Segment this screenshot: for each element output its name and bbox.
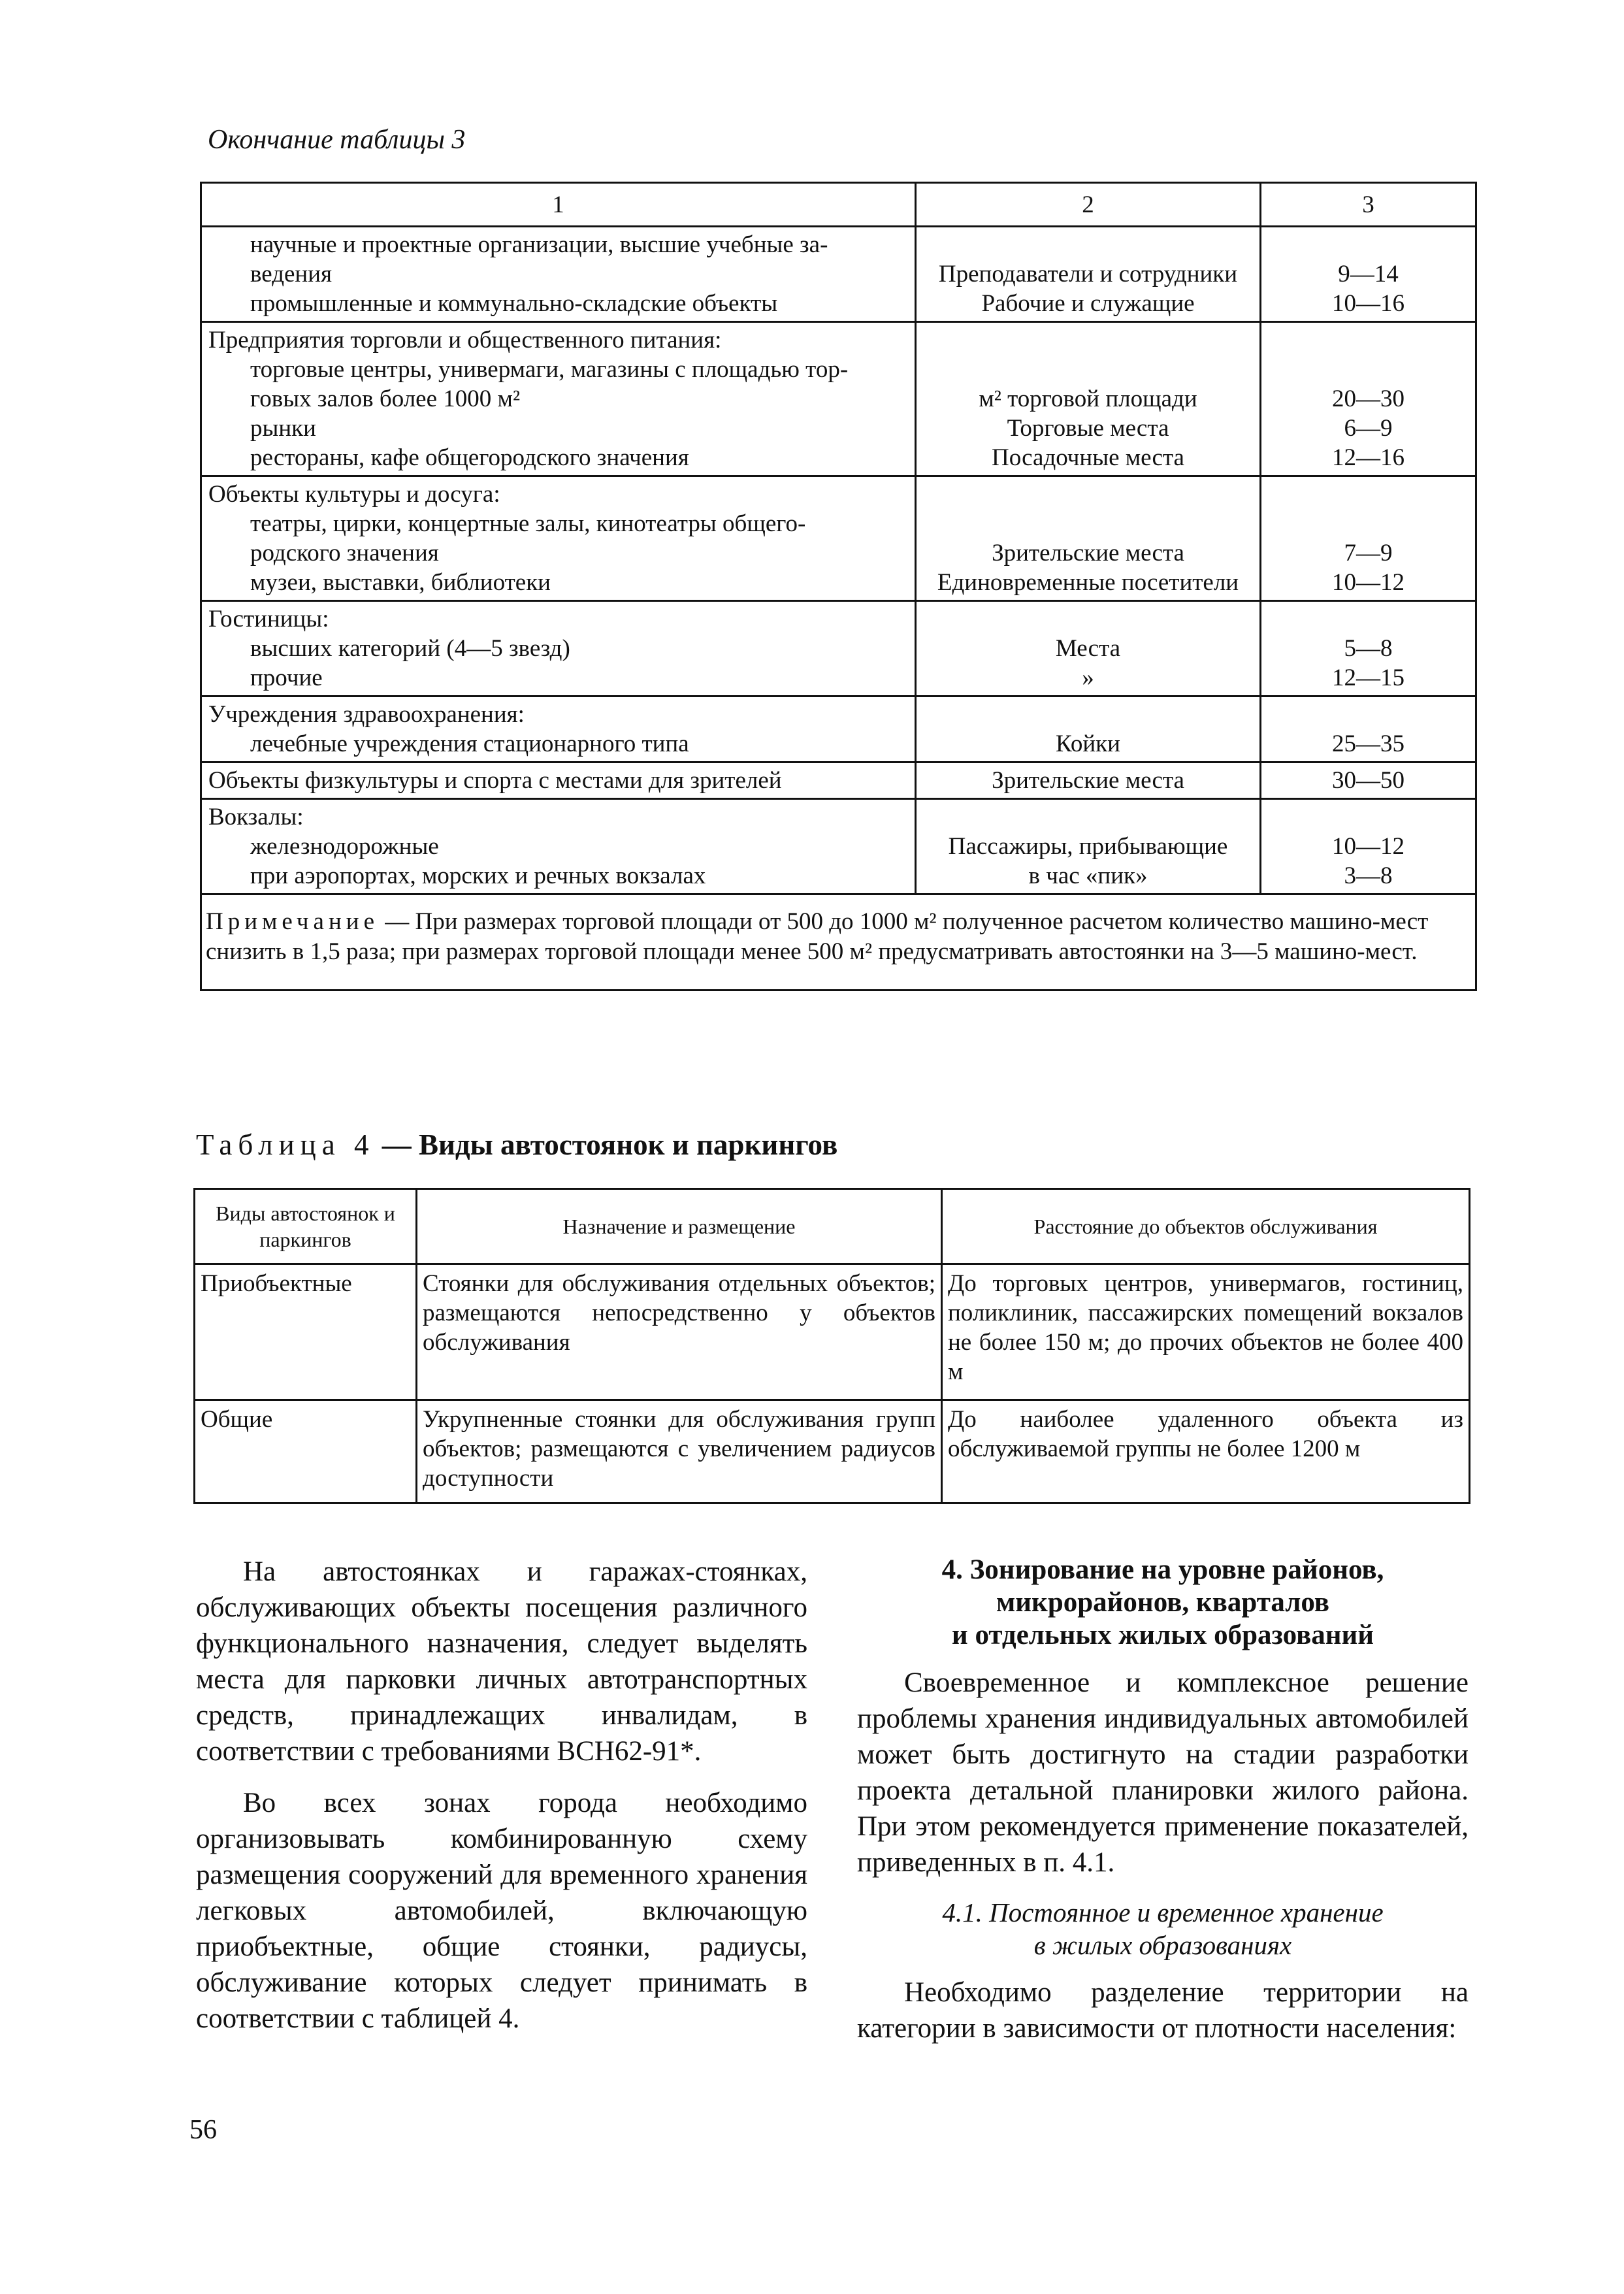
- row-label-line: прочие: [250, 664, 323, 691]
- row-label-line: музеи, выставки, библиотеки: [250, 569, 551, 596]
- table-4: [193, 1188, 1470, 1504]
- left-text-column: [196, 1554, 807, 2052]
- right-text-column: [857, 1554, 1469, 2062]
- table-cell-value: [1261, 696, 1476, 762]
- value-text: 12—16: [1332, 444, 1405, 471]
- unit-text: м² торговой площади: [979, 385, 1197, 412]
- table-row-group: [201, 799, 1476, 894]
- table-row-group: [201, 696, 1476, 762]
- row-label-line: железнодорожные: [250, 833, 439, 860]
- unit-text: в час «пик»: [1028, 862, 1148, 889]
- unit-text: Пассажиры, прибывающие: [948, 833, 1228, 860]
- row-label-line: лечебные учреждения стационарного типа: [250, 730, 689, 757]
- table-cell-unit: [916, 476, 1261, 601]
- table-cell-description: [201, 322, 916, 476]
- row-label-line: промышленные и коммунально-складские объекты: [250, 290, 778, 317]
- table-cell: Приобъектные: [195, 1264, 417, 1400]
- table-cell-unit: [916, 799, 1261, 894]
- group-heading: Учреждения здравоохранения:: [208, 701, 525, 728]
- row-label-line: рынки: [250, 415, 316, 442]
- unit-text: Места: [1055, 635, 1121, 662]
- row-label-line: при аэропортах, морских и речных вокзалах: [250, 862, 706, 889]
- value-text: 25—35: [1332, 730, 1405, 757]
- group-heading: Объекты культуры и досуга:: [208, 481, 500, 508]
- table-row-group: [201, 227, 1476, 322]
- table-4-title: [196, 1128, 837, 1162]
- row-label-line: родского значения: [250, 540, 439, 566]
- table-cell-description: [201, 601, 916, 696]
- table-row-group: [201, 322, 1476, 476]
- paragraph: Необходимо разделение территории на категории в зависимости от плотности населения:: [857, 1977, 1469, 2044]
- note-text: — При размерах торговой площади от 500 до 1000 м² полученное расчетом количество машино-мест снизить в 1,5 раза; при размерах торговой площади менее 500 м² предусматривать автостоянки на 3—5 машино-мест.: [206, 908, 1429, 965]
- table-row: [195, 1264, 1470, 1400]
- unit-text: Койки: [1056, 730, 1120, 757]
- table-cell-description: [201, 696, 916, 762]
- table-cell: Общие: [195, 1400, 417, 1503]
- table-cell-value: [1261, 322, 1476, 476]
- table-row-group: [201, 476, 1476, 601]
- row-label-line: ведения: [250, 261, 333, 287]
- table-cell-value: [1261, 762, 1476, 799]
- unit-text: »: [1082, 664, 1094, 691]
- table-cell-description: [201, 227, 916, 322]
- value-text: 20—30: [1332, 385, 1405, 412]
- paragraph: Своевременное и комплексное решение проблемы хранения индивидуальных автомобилей может быть достигнуто на стадии разработки проекта детальной планировки жилого района. При этом рекомендуется применение показателей, приведенных в п. 4.1.: [857, 1667, 1469, 1878]
- table-3-header: 3: [1261, 183, 1476, 227]
- unit-text: Рабочие и служащие: [981, 290, 1195, 317]
- table-3: [200, 182, 1477, 991]
- note-label: Примечание: [206, 908, 379, 935]
- table-cell-unit: [916, 601, 1261, 696]
- row-label-line: высших категорий (4—5 звезд): [250, 635, 570, 662]
- paragraph: На автостоянках и гаражах-стоянках, обслуживающих объекты посещения различного функционального назначения, следует выделять места для парковки личных автотранспортных средств, принадлежащих инвалидам, в соответствии с требованиями ВСН62-91*.: [196, 1556, 807, 1767]
- table-cell-description: [201, 762, 916, 799]
- row-label-line: театры, цирки, концертные залы, кинотеатры общего-: [250, 510, 806, 537]
- unit-text: Зрительские места: [992, 540, 1184, 566]
- row-label-line: торговые центры, универмаги, магазины с площадью тор-: [250, 356, 849, 383]
- unit-text: Посадочные места: [992, 444, 1184, 471]
- table-cell-unit: [916, 696, 1261, 762]
- value-text: 30—50: [1332, 767, 1405, 794]
- table-cell-value: [1261, 799, 1476, 894]
- value-text: 10—16: [1332, 290, 1405, 317]
- paragraph: Во всех зонах города необходимо организовывать комбинированную схему размещения сооружений для временного хранения легковых автомобилей, включающую приобъектные, общие стоянки, радиусы, обслуживание которых следует принимать в соответствии с таблицей 4.: [196, 1788, 807, 2034]
- table-cell-unit: [916, 322, 1261, 476]
- table-3-header: 2: [916, 183, 1261, 227]
- row-label-line: Объекты физкультуры и спорта с местами для зрителей: [208, 767, 782, 794]
- table-cell-value: [1261, 227, 1476, 322]
- value-text: 5—8: [1344, 635, 1393, 662]
- subsection-title-line: 4.1. Постоянное и временное хранение: [942, 1897, 1384, 1927]
- table-cell: До наиболее удаленного объекта из обслуживаемой группы не более 1200 м: [942, 1400, 1470, 1503]
- table-row-group: [201, 762, 1476, 799]
- value-text: 6—9: [1344, 415, 1393, 442]
- unit-text: Торговые места: [1007, 415, 1169, 442]
- unit-text: Преподаватели и сотрудники: [938, 261, 1238, 287]
- row-label-line: научные и проектные организации, высшие учебные за-: [250, 231, 828, 258]
- table-4-header: Назначение и размещение: [417, 1189, 942, 1264]
- table-cell: До торговых центров, универмагов, гостиниц, поликлиник, пассажирских помещений вокзалов не более 150 м; до прочих объектов не более 400 м: [942, 1264, 1470, 1400]
- value-text: 10—12: [1332, 569, 1405, 596]
- table-cell-value: [1261, 601, 1476, 696]
- value-text: 7—9: [1344, 540, 1393, 566]
- value-text: 12—15: [1332, 664, 1405, 691]
- table-3-note: [201, 894, 1476, 991]
- group-heading: Вокзалы:: [208, 804, 304, 830]
- value-text: 10—12: [1332, 833, 1405, 860]
- table-continuation-caption: Окончание таблицы 3: [208, 125, 466, 155]
- table-3-header: 1: [201, 183, 916, 227]
- group-heading: Гостиницы:: [208, 606, 329, 632]
- row-label-line: рестораны, кафе общегородского значения: [250, 444, 689, 471]
- subsection-title-line: в жилых образованиях: [1033, 1930, 1292, 1960]
- table-3-header-row: [201, 183, 1476, 227]
- table-4-title-text: — Виды автостоянок и паркингов: [374, 1128, 838, 1161]
- value-text: 3—8: [1344, 862, 1393, 889]
- section-title-line: 4. Зонирование на уровне районов,: [941, 1554, 1384, 1585]
- table-cell-unit: [916, 762, 1261, 799]
- table-cell-description: [201, 476, 916, 601]
- table-cell: Укрупненные стоянки для обслуживания групп объектов; размещаются с увеличением радиусов доступности: [417, 1400, 942, 1503]
- page-number: 56: [189, 2115, 217, 2145]
- table-cell-description: [201, 799, 916, 894]
- table-row-group: [201, 601, 1476, 696]
- table-3-body: [201, 227, 1476, 894]
- table-cell: Стоянки для обслуживания отдельных объектов; размещаются непосредственно у объектов обслуживания: [417, 1264, 942, 1400]
- subsection-title: [857, 1896, 1469, 1961]
- section-title-line: и отдельных жилых образований: [951, 1620, 1374, 1650]
- section-title-line: микрорайонов, кварталов: [996, 1587, 1330, 1618]
- table-cell-unit: [916, 227, 1261, 322]
- group-heading: Предприятия торговли и общественного питания:: [208, 327, 722, 353]
- table-4-header: Расстояние до объектов обслуживания: [942, 1189, 1470, 1264]
- unit-text: Единовременные посетители: [937, 569, 1239, 596]
- value-text: 9—14: [1338, 261, 1399, 287]
- table-4-header: Виды автостоянок и паркингов: [195, 1189, 417, 1264]
- table-4-header-row: [195, 1189, 1470, 1264]
- table-3-note-row: [201, 894, 1476, 991]
- table-4-label: Таблица 4: [196, 1128, 375, 1161]
- section-title: [857, 1554, 1469, 1652]
- unit-text: Зрительские места: [992, 767, 1184, 794]
- table-row: [195, 1400, 1470, 1503]
- table-cell-value: [1261, 476, 1476, 601]
- row-label-line: говых залов более 1000 м²: [250, 385, 521, 412]
